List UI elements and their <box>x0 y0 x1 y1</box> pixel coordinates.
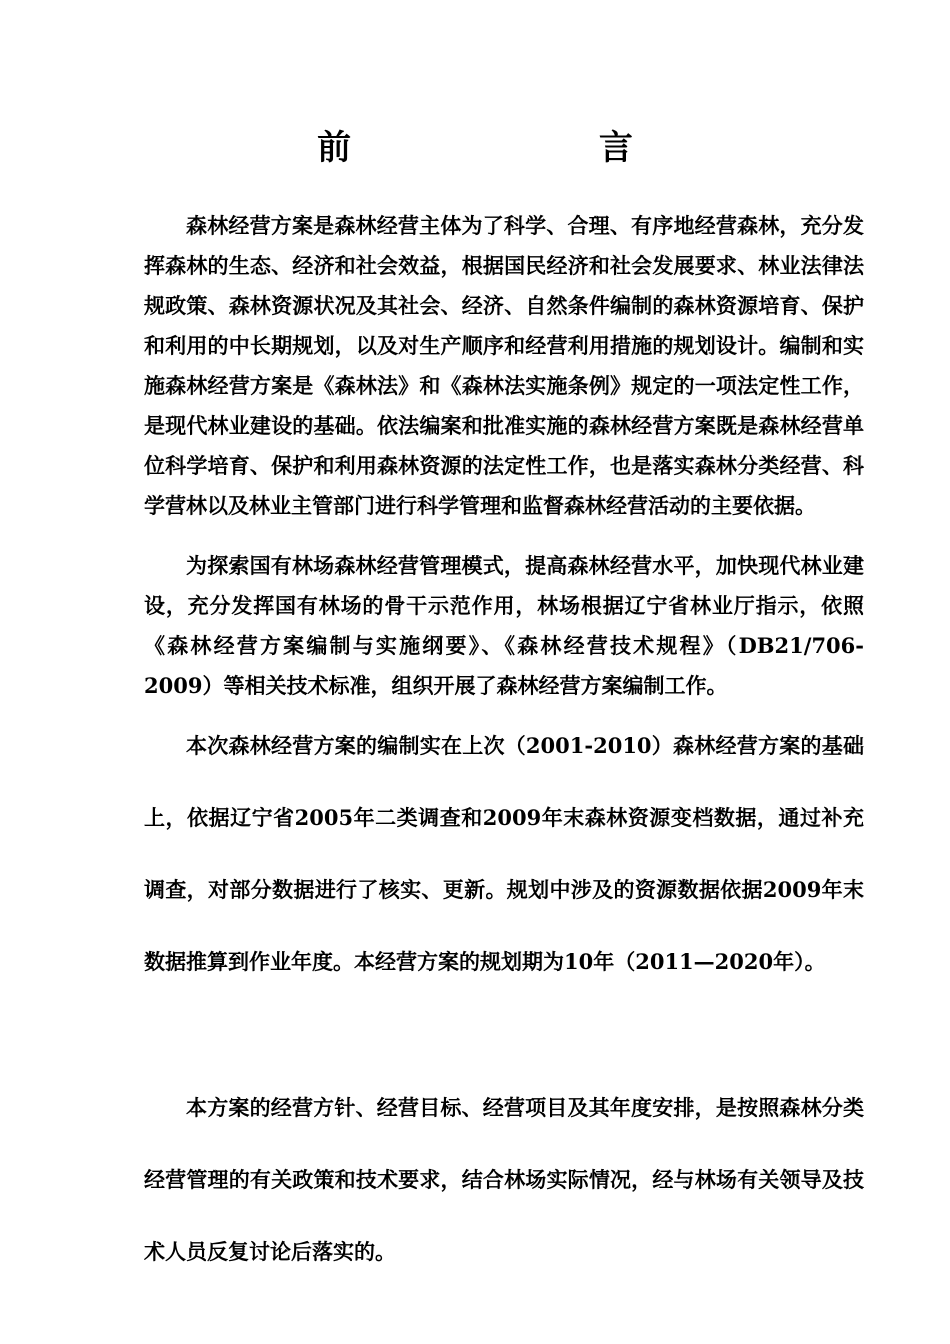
paragraph-3: 本次森林经营方案的编制实在上次（2001-2010）森林经营方案的基础上，依据辽宁省2005年二类调查和2009年末森林资源变档数据，通过补充调查，对部分数据进行了核实、更新。规划中涉及的资源数据依据2009年末数据推算到作业年度。本经营方案的规划期为10年（2011—2020年）。 <box>144 733 864 974</box>
paragraph-1: 森林经营方案是森林经营主体为了科学、合理、有序地经营森林，充分发挥森林的生态、经济和社会效益，根据国民经济和社会发展要求、林业法律法规政策、森林资源状况及其社会、经济、自然条件编制的森林资源培育、保护和利用的中长期规划，以及对生产顺序和经营利用措施的规划设计。编制和实施森林经营方案是《森林法》和《森林法实施条例》规定的一项法定性工作，是现代林业建设的基础。依法编案和批准实施的森林经营方案既是森林经营单位科学培育、保护和利用森林资源的法定性工作，也是落实森林分类经营、科学营林以及林业主管部门进行科学管理和监督森林经营活动的主要依据。 <box>144 213 864 518</box>
paragraph-2: 为探索国有林场森林经营管理模式，提高森林经营水平，加快现代林业建设，充分发挥国有林场的骨干示范作用，林场根据辽宁省林业厅指示，依照《森林经营方案编制与实施纲要》、《森林经营技术规程》（DB21/706-2009）等相关技术标准，组织开展了森林经营方案编制工作。 <box>144 553 864 698</box>
paragraph-4: 本方案的经营方针、经营目标、经营项目及其年度安排，是按照森林分类经营管理的有关政策和技术要求，结合林场实际情况，经与林场有关领导及技术人员反复讨论后落实的。 <box>144 1095 864 1264</box>
page-title: 前 言 <box>317 128 751 168</box>
